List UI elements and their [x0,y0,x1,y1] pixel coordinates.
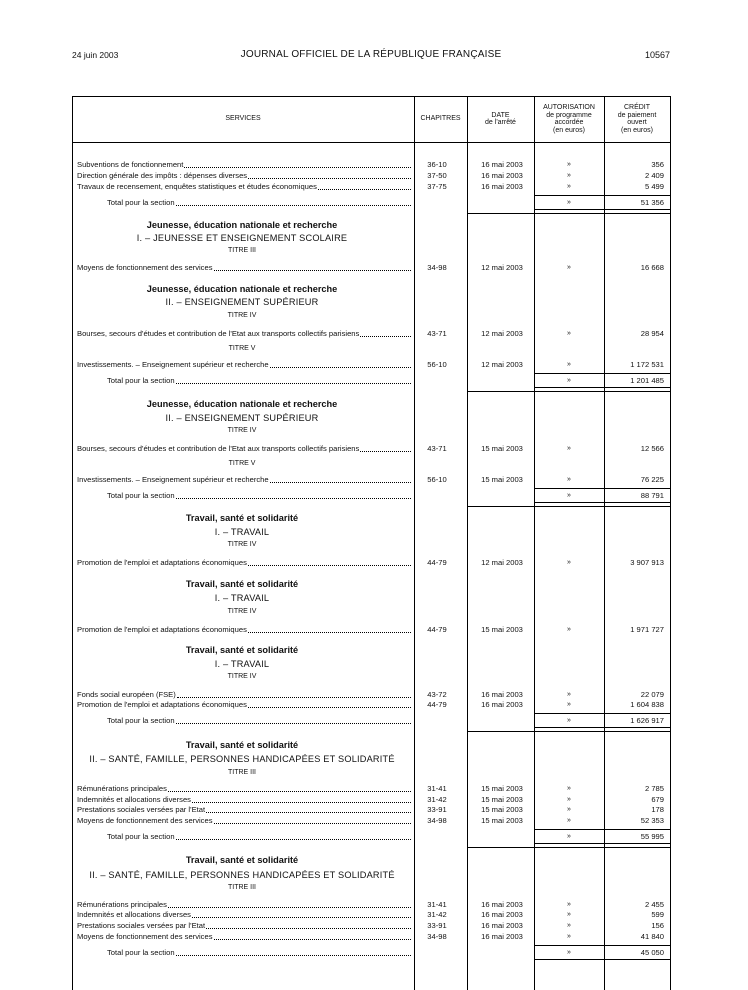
chapter-code: 37-75 [427,182,447,191]
titre-heading: TITRE IV [227,673,257,680]
service-label-text: Promotion de l'emploi et adaptations économiques [77,625,247,634]
section-subtitle: II. – SANTÉ, FAMILLE, PERSONNES HANDICAPÉES ET SOLIDARITÉ [89,754,395,764]
credit-value: 1 604 838 [630,700,664,709]
credit-value: 1 626 917 [630,716,664,725]
autorisation-value: » [567,330,571,337]
row-rule [534,373,670,374]
service-label [77,795,411,805]
dot-leader [176,723,411,724]
service-label [77,900,411,910]
autorisation-value: » [567,199,571,206]
autorisation-value: » [567,785,571,792]
row-rule [534,209,670,210]
dot-leader [192,802,411,803]
autorisation-value: » [567,817,571,824]
row-rule [534,829,670,830]
dot-leader [360,451,411,452]
autorisation-value: » [567,183,571,190]
service-label-text: Moyens de fonctionnement des services [77,816,213,825]
dot-leader [248,707,411,708]
arrete-date: 16 mai 2003 [481,160,523,169]
autorisation-value: » [567,492,571,499]
section-ministry-title: Jeunesse, éducation nationale et recherche [146,220,338,230]
arrete-date: 12 mai 2003 [481,360,523,369]
service-label-text: Travaux de recensement, enquêtes statistiques et études économiques [77,182,317,191]
dot-leader [168,907,411,908]
dot-leader [248,565,411,566]
credit-value: 28 954 [640,329,664,338]
service-label-text: Fonds social européen (FSE) [77,690,176,699]
titre-heading: TITRE III [228,769,256,776]
dot-leader [176,839,411,840]
service-label [77,329,411,339]
total-label [107,376,411,386]
autorisation-value: » [567,264,571,271]
service-label-text: Investissements. – Enseignement supérieur et recherche [77,360,269,369]
dot-leader [177,697,411,698]
arrete-date: 16 mai 2003 [481,182,523,191]
service-label-text: Investissements. – Enseignement supérieur et recherche [77,475,269,484]
credit-value: 45 050 [640,948,664,957]
section-ministry-title: Travail, santé et solidarité [185,579,299,589]
arrete-date: 12 mai 2003 [481,263,523,272]
service-label-text: Bourses, secours d'études et contribution de l'Etat aux transports collectifs parisiens [77,329,360,338]
service-label-text: Promotion de l'emploi et adaptations économiques [77,558,247,567]
dot-leader [168,791,411,792]
chapter-code: 44-79 [427,558,447,567]
arrete-date: 16 mai 2003 [481,932,523,941]
col-header-autorisation: AUTORISATION de programme accordée (en euros) [543,104,595,134]
section-subtitle: I. – TRAVAIL [214,593,270,603]
autorisation-value: » [567,172,571,179]
credit-value: 2 409 [644,171,664,180]
arrete-date: 15 mai 2003 [481,475,523,484]
arrete-date: 15 mai 2003 [481,784,523,793]
autorisation-value: » [567,161,571,168]
titre-heading: TITRE III [228,884,256,891]
dot-leader [248,632,411,633]
row-rule [534,387,670,388]
service-label-text: Direction générale des impôts : dépenses diverses [77,171,248,180]
service-label [77,784,411,794]
autorisation-value: » [567,922,571,929]
row-rule [534,502,670,503]
autorisation-value: » [567,949,571,956]
section-subtitle: I. – TRAVAIL [214,527,270,537]
autorisation-value: » [567,476,571,483]
row-rule [467,506,670,507]
col-header-chapitres: CHAPITRES [420,115,461,123]
titre-heading: TITRE IV [227,608,257,615]
autorisation-value: » [567,796,571,803]
col-rule [670,96,671,990]
titre-heading: TITRE V [228,345,256,352]
section-ministry-title: Travail, santé et solidarité [185,513,299,523]
autorisation-value: » [567,361,571,368]
arrete-date: 15 mai 2003 [481,625,523,634]
service-label [77,263,411,273]
titre-heading: TITRE IV [227,312,257,319]
credit-value: 178 [651,805,664,814]
service-label [77,921,411,931]
dot-leader [176,383,411,384]
service-label [77,171,411,181]
credit-value: 88 791 [640,491,664,500]
dot-leader [206,928,411,929]
service-label-text: Subventions de fonctionnement [77,160,184,169]
row-rule [534,488,670,489]
chapter-code: 43-71 [427,329,447,338]
credit-value: 2 785 [644,784,664,793]
total-label [107,716,411,726]
dot-leader [248,178,411,179]
journal-title: JOURNAL OFFICIEL DE LA RÉPUBLIQUE FRANÇAISE [240,49,502,60]
section-ministry-title: Travail, santé et solidarité [185,855,299,865]
row-rule [467,213,670,214]
credit-value: 16 668 [640,263,664,272]
dot-leader [270,367,411,368]
page-number: 10567 [644,50,670,60]
credit-value: 679 [651,795,664,804]
service-label [77,910,411,920]
arrete-date: 16 mai 2003 [481,700,523,709]
section-ministry-title: Jeunesse, éducation nationale et recherche [146,284,338,294]
chapter-code: 31-41 [427,784,447,793]
autorisation-value: » [567,933,571,940]
service-label [77,700,411,710]
titre-heading: TITRE III [228,247,256,254]
autorisation-value: » [567,377,571,384]
chapter-code: 31-42 [427,910,447,919]
service-label-text: Total pour la section [107,491,175,500]
service-label [77,932,411,942]
total-label [107,491,411,501]
chapter-code: 33-91 [427,805,447,814]
chapter-code: 33-91 [427,921,447,930]
total-label [107,832,411,842]
credit-value: 5 499 [644,182,664,191]
service-label [77,625,411,635]
credit-value: 356 [651,160,664,169]
total-label [107,948,411,958]
chapter-code: 44-79 [427,700,447,709]
row-rule [534,945,670,946]
credit-value: 76 225 [640,475,664,484]
dot-leader [270,482,411,483]
autorisation-value: » [567,717,571,724]
credit-value: 22 079 [640,690,664,699]
autorisation-value: » [567,833,571,840]
chapter-code: 43-71 [427,444,447,453]
total-label [107,198,411,208]
arrete-date: 15 mai 2003 [481,816,523,825]
col-rule [467,96,468,990]
chapter-code: 56-10 [427,360,447,369]
section-ministry-title: Travail, santé et solidarité [185,645,299,655]
arrete-date: 16 mai 2003 [481,921,523,930]
section-subtitle: I. – JEUNESSE ET ENSEIGNEMENT SCOLAIRE [136,233,348,243]
row-rule [534,195,670,196]
titre-heading: TITRE IV [227,541,257,548]
col-header-services: SERVICES [225,115,261,123]
dot-leader [184,167,411,168]
autorisation-value: » [567,691,571,698]
service-label-text: Total pour la section [107,376,175,385]
dot-leader [192,917,411,918]
arrete-date: 16 mai 2003 [481,690,523,699]
issue-date: 24 juin 2003 [72,50,119,60]
service-label [77,816,411,826]
service-label [77,160,411,170]
service-label-text: Total pour la section [107,948,175,957]
service-label-text: Prestations sociales versées par l'Etat [77,921,206,930]
arrete-date: 16 mai 2003 [481,910,523,919]
service-label-text: Moyens de fonctionnement des services [77,932,213,941]
arrete-date: 16 mai 2003 [481,900,523,909]
autorisation-value: » [567,701,571,708]
row-rule [467,391,670,392]
credit-value: 1 201 485 [630,376,664,385]
service-label [77,475,411,485]
chapter-code: 44-79 [427,625,447,634]
dot-leader [360,336,411,337]
service-label [77,805,411,815]
credit-value: 55 995 [640,832,664,841]
service-label [77,360,411,370]
dot-leader [214,823,412,824]
chapter-code: 31-42 [427,795,447,804]
credit-value: 1 971 727 [630,625,664,634]
credit-value: 12 566 [640,444,664,453]
chapter-code: 31-41 [427,900,447,909]
service-label-text: Bourses, secours d'études et contribution de l'Etat aux transports collectifs parisiens [77,444,360,453]
credits-table [72,96,670,990]
arrete-date: 16 mai 2003 [481,171,523,180]
autorisation-value: » [567,626,571,633]
col-rule [534,96,535,990]
page-header [72,50,670,64]
autorisation-value: » [567,445,571,452]
service-label-text: Total pour la section [107,716,175,725]
chapter-code: 37-50 [427,171,447,180]
credit-value: 1 172 531 [630,360,664,369]
col-header-date: DATE de l'arrêté [485,111,516,126]
service-label-text: Prestations sociales versées par l'Etat [77,805,206,814]
chapter-code: 34-98 [427,816,447,825]
chapter-code: 56-10 [427,475,447,484]
dot-leader [214,939,412,940]
service-label [77,558,411,568]
row-rule [534,959,670,960]
titre-heading: TITRE V [228,460,256,467]
row-rule [467,731,670,732]
section-ministry-title: Jeunesse, éducation nationale et recherche [146,399,338,409]
service-label [77,690,411,700]
col-header-credit: CRÉDIT de paiement ouvert (en euros) [617,104,657,134]
titre-heading: TITRE IV [227,427,257,434]
chapter-code: 34-98 [427,932,447,941]
row-rule [534,843,670,844]
service-label-text: Total pour la section [107,832,175,841]
row-rule [534,713,670,714]
service-label-text: Rémunérations principales [77,784,167,793]
autorisation-value: » [567,911,571,918]
col-rule [604,96,605,990]
credit-value: 41 840 [640,932,664,941]
section-subtitle: II. – SANTÉ, FAMILLE, PERSONNES HANDICAPÉES ET SOLIDARITÉ [89,870,395,880]
dot-leader [176,955,411,956]
service-label-text: Indemnités et allocations diverses [77,795,191,804]
autorisation-value: » [567,901,571,908]
arrete-date: 15 mai 2003 [481,795,523,804]
dot-leader [318,189,411,190]
autorisation-value: » [567,806,571,813]
service-label [77,182,411,192]
section-ministry-title: Travail, santé et solidarité [185,740,299,750]
chapter-code: 34-98 [427,263,447,272]
dot-leader [176,205,411,206]
section-subtitle: II. – ENSEIGNEMENT SUPÉRIEUR [165,297,319,307]
dot-leader [214,270,412,271]
service-label-text: Indemnités et allocations diverses [77,910,191,919]
service-label-text: Rémunérations principales [77,900,167,909]
col-rule [414,96,415,990]
arrete-date: 15 mai 2003 [481,444,523,453]
credit-value: 2 455 [644,900,664,909]
arrete-date: 15 mai 2003 [481,805,523,814]
header-bottom-rule [72,142,670,143]
chapter-code: 43-72 [427,690,447,699]
arrete-date: 12 mai 2003 [481,329,523,338]
credit-value: 156 [651,921,664,930]
dot-leader [206,812,411,813]
service-label-text: Total pour la section [107,198,175,207]
section-subtitle: II. – ENSEIGNEMENT SUPÉRIEUR [165,413,319,423]
row-rule [534,727,670,728]
credit-value: 599 [651,910,664,919]
autorisation-value: » [567,559,571,566]
service-label [77,444,411,454]
row-rule [467,847,670,848]
chapter-code: 36-10 [427,160,447,169]
credit-value: 3 907 913 [630,558,664,567]
credit-value: 52 353 [640,816,664,825]
credit-value: 51 356 [640,198,664,207]
service-label-text: Moyens de fonctionnement des services [77,263,213,272]
service-label-text: Promotion de l'emploi et adaptations économiques [77,700,247,709]
section-subtitle: I. – TRAVAIL [214,659,270,669]
dot-leader [176,498,411,499]
arrete-date: 12 mai 2003 [481,558,523,567]
